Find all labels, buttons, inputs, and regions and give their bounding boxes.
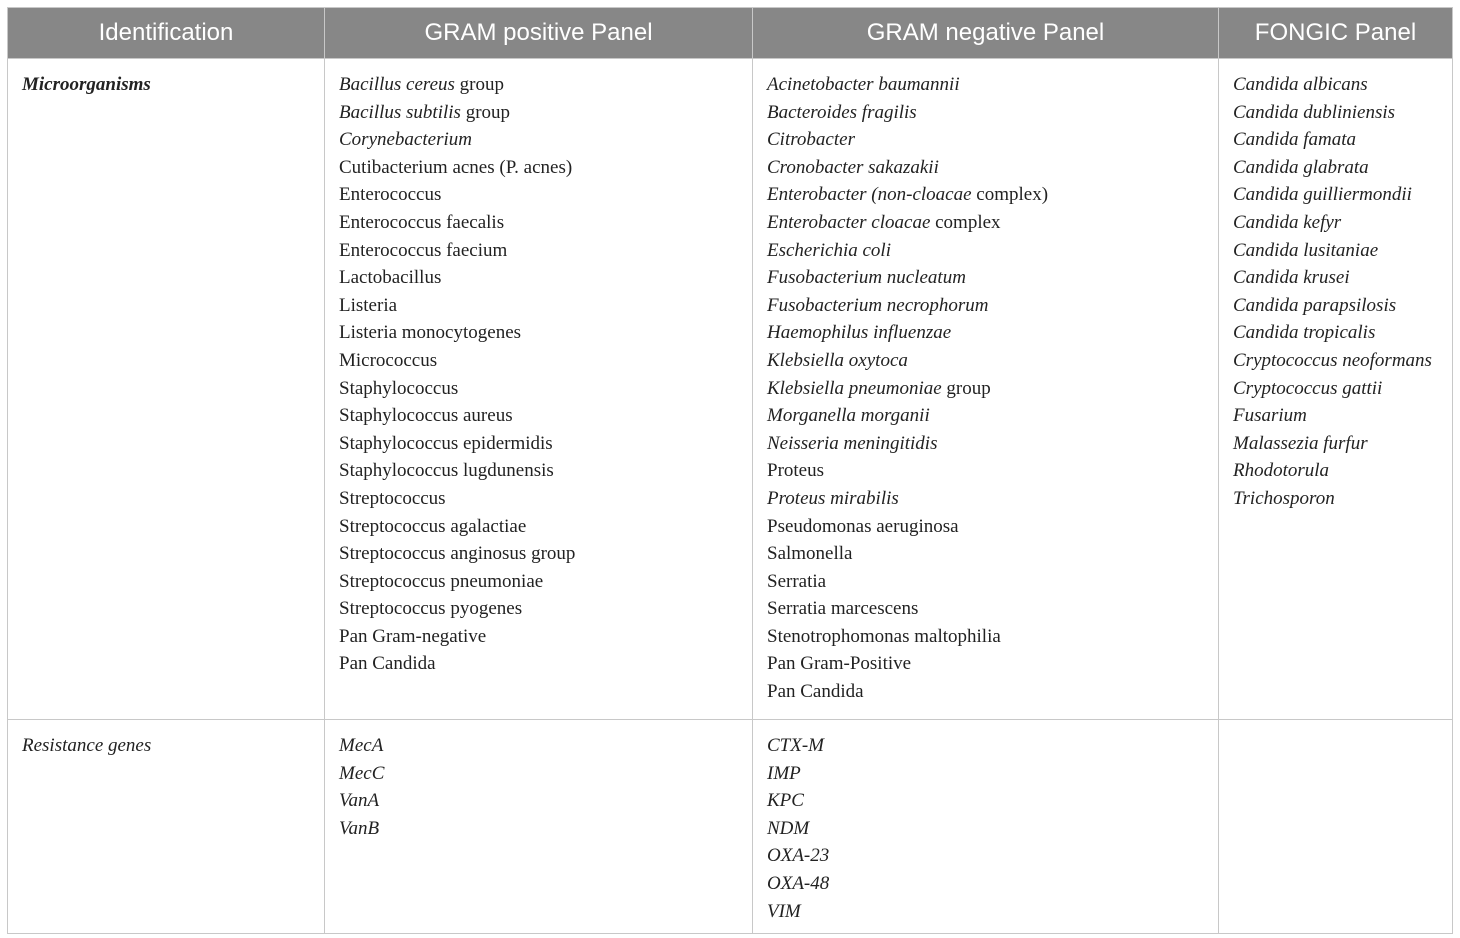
list-item <box>767 623 1204 651</box>
list-item-text: Streptococcus agalactiae <box>339 515 527 537</box>
list-item-text: Cronobacter sakazakii <box>767 156 939 178</box>
list-item <box>767 375 1204 403</box>
list-item <box>767 402 1204 430</box>
list-item-text: Candida lusitaniae <box>1233 239 1379 261</box>
list-item <box>767 457 1204 485</box>
list-item-text: MecC <box>339 762 385 784</box>
list-item-text: Pseudomonas aeruginosa <box>767 515 959 537</box>
list-item-text: Enterococcus faecalis <box>339 211 505 233</box>
list-item <box>339 264 738 292</box>
list-item-text: Streptococcus pyogenes <box>339 598 523 620</box>
list-item <box>767 787 1204 815</box>
list-item-text: Candida glabrata <box>1233 156 1369 178</box>
list-item-text: Citrobacter <box>767 129 855 151</box>
list-item-text: MecA <box>339 735 384 756</box>
list-item-text: Acinetobacter baumannii <box>767 74 960 95</box>
list-item-text: Pan Gram-Positive <box>767 653 912 675</box>
list-item-text: Salmonella <box>767 543 853 565</box>
list-item-text: Pan Candida <box>767 681 864 703</box>
list-item <box>339 540 738 568</box>
microorganisms-label-cell <box>8 59 325 720</box>
list-item-text: Malassezia furfur <box>1233 432 1368 454</box>
list-item-text: Candida albicans <box>1233 74 1368 95</box>
list-item-text: OXA-48 <box>767 872 830 894</box>
list-item <box>339 732 738 760</box>
microorganisms-row <box>8 59 1453 720</box>
list-item <box>1233 402 1438 430</box>
list-item-text: CTX-M <box>767 735 824 756</box>
list-item <box>339 760 738 788</box>
list-item-text: Candida famata <box>1233 129 1356 151</box>
list-item-text: Escherichia coli <box>767 239 891 261</box>
list-item <box>767 595 1204 623</box>
list-item-text: Streptococcus anginosus group <box>339 543 576 565</box>
list-item <box>339 319 738 347</box>
list-item <box>767 650 1204 678</box>
list-item <box>339 595 738 623</box>
list-item <box>1233 209 1438 237</box>
header-identification: Identification <box>8 8 325 59</box>
row-label: Microorganisms <box>22 74 151 95</box>
list-item-text: Serratia <box>767 570 827 592</box>
list-item <box>767 815 1204 843</box>
list-item-text: Rhodotorula <box>1233 460 1330 482</box>
list-item-text: Candida kefyr <box>1233 211 1342 233</box>
list-item-text: Bacillus subtilis <box>339 101 461 123</box>
list-item <box>767 209 1204 237</box>
list-item <box>767 513 1204 541</box>
list-item-text: Listeria monocytogenes <box>339 322 522 344</box>
list-item-text: Klebsiella oxytoca <box>767 349 908 371</box>
list-item-text: Cryptococcus gattii <box>1233 377 1383 399</box>
list-item-text: Enterococcus <box>339 184 442 206</box>
list-item <box>339 181 738 209</box>
fongic-resistance-cell <box>1219 720 1453 934</box>
list-item-text: VanA <box>339 790 380 812</box>
list-item <box>767 99 1204 127</box>
list-item-text: Streptococcus <box>339 487 446 509</box>
list-item <box>339 485 738 513</box>
list-item <box>767 126 1204 154</box>
list-item-text: Streptococcus pneumoniae <box>339 570 544 592</box>
list-item <box>767 870 1204 898</box>
header-gram-negative-panel: GRAM negative Panel <box>753 8 1219 59</box>
list-item <box>339 623 738 651</box>
gram-positive-resistance-cell <box>325 720 753 934</box>
list-item <box>339 430 738 458</box>
list-item-text: Candida dubliniensis <box>1233 101 1396 123</box>
list-item <box>767 71 1204 99</box>
list-item-text: Staphylococcus epidermidis <box>339 432 553 454</box>
list-item-text: Serratia marcescens <box>767 598 919 620</box>
gram-negative-resistance-cell <box>753 720 1219 934</box>
list-item-text: Fusobacterium nucleatum <box>767 267 966 289</box>
list-item-text: Candida krusei <box>1233 267 1350 289</box>
list-item-text: group <box>454 74 504 95</box>
list-item <box>1233 99 1438 127</box>
list-item <box>339 154 738 182</box>
list-item <box>767 732 1204 760</box>
list-item-text: Neisseria meningitidis <box>767 432 938 454</box>
list-item-text: group <box>460 101 511 123</box>
list-item <box>1233 430 1438 458</box>
header-fongic-panel: FONGIC Panel <box>1219 8 1453 59</box>
list-item-text: Bacteroides fragilis <box>767 101 917 123</box>
list-item-text: Morganella morganii <box>767 405 930 427</box>
list-item <box>1233 181 1438 209</box>
list-item-text: NDM <box>767 817 810 839</box>
list-item-text: Pan Candida <box>339 653 436 675</box>
list-item <box>339 126 738 154</box>
list-item-text: Fusarium <box>1233 405 1307 427</box>
list-item-text: Stenotrophomonas maltophilia <box>767 625 1001 647</box>
list-item <box>1233 126 1438 154</box>
header-row <box>8 8 1453 59</box>
list-item <box>339 99 738 127</box>
list-item <box>767 347 1204 375</box>
list-item-text: Enterococcus faecium <box>339 239 508 261</box>
list-item <box>339 375 738 403</box>
list-item <box>767 292 1204 320</box>
list-item <box>1233 319 1438 347</box>
list-item <box>1233 237 1438 265</box>
list-item-text: KPC <box>767 790 804 812</box>
list-item <box>339 568 738 596</box>
list-item-text: group <box>941 377 991 399</box>
list-item <box>1233 457 1438 485</box>
list-item-text: Trichosporon <box>1233 487 1335 509</box>
list-item-text: VIM <box>767 900 801 922</box>
list-item-text: Lactobacillus <box>339 267 442 289</box>
list-item-text: Corynebacterium <box>339 129 472 151</box>
list-item-text: Staphylococcus aureus <box>339 405 513 427</box>
list-item <box>767 181 1204 209</box>
list-item-text: Pan Gram-negative <box>339 625 487 647</box>
resistance-genes-label-cell <box>8 720 325 934</box>
list-item-text: Candida parapsilosis <box>1233 294 1397 316</box>
list-item-text: Listeria <box>339 294 398 316</box>
gram-negative-microorganisms-cell <box>753 59 1219 720</box>
list-item <box>767 485 1204 513</box>
list-item <box>339 347 738 375</box>
list-item <box>767 898 1204 926</box>
fongic-microorganisms-cell <box>1219 59 1453 720</box>
list-item-text: Micrococcus <box>339 349 438 371</box>
list-item-text: Klebsiella pneumoniae <box>767 377 942 399</box>
list-item-text: Candida tropicalis <box>1233 322 1376 344</box>
list-item <box>767 430 1204 458</box>
resistance-genes-row <box>8 720 1453 934</box>
list-item <box>339 457 738 485</box>
list-item-text: Cryptococcus neoformans <box>1233 349 1432 371</box>
list-item <box>339 209 738 237</box>
list-item-text: IMP <box>767 762 801 784</box>
list-item <box>1233 485 1438 513</box>
list-item <box>1233 347 1438 375</box>
list-item-text: Candida guilliermondii <box>1233 184 1412 206</box>
list-item <box>1233 154 1438 182</box>
list-item <box>767 678 1204 706</box>
list-item-text: Staphylococcus <box>339 377 459 399</box>
list-item <box>339 513 738 541</box>
list-item-text: complex) <box>971 184 1049 206</box>
list-item-text: Cutibacterium acnes (P. acnes) <box>339 156 573 178</box>
list-item-text: Bacillus cereus <box>339 74 455 95</box>
list-item-text: Enterobacter cloacae <box>767 211 931 233</box>
gram-positive-microorganisms-cell <box>325 59 753 720</box>
list-item-text: Fusobacterium necrophorum <box>767 294 989 316</box>
list-item <box>767 154 1204 182</box>
list-item <box>339 815 738 843</box>
list-item <box>339 237 738 265</box>
list-item-text: Haemophilus influenzae <box>767 322 952 344</box>
list-item-text: complex <box>930 211 1001 233</box>
list-item <box>767 760 1204 788</box>
list-item <box>1233 264 1438 292</box>
list-item <box>339 402 738 430</box>
list-item <box>339 787 738 815</box>
list-item <box>1233 292 1438 320</box>
list-item-text: Staphylococcus lugdunensis <box>339 460 554 482</box>
header-gram-positive-panel: GRAM positive Panel <box>325 8 753 59</box>
list-item <box>339 71 738 99</box>
list-item <box>1233 71 1438 99</box>
list-item <box>339 292 738 320</box>
list-item <box>767 237 1204 265</box>
list-item-text: OXA-23 <box>767 845 830 867</box>
list-item-text: Enterobacter (non-cloacae <box>767 184 972 206</box>
list-item-text: Proteus <box>767 460 824 482</box>
row-label: Resistance genes <box>22 735 152 756</box>
list-item <box>339 650 738 678</box>
list-item <box>767 568 1204 596</box>
list-item <box>767 264 1204 292</box>
list-item <box>767 540 1204 568</box>
list-item <box>1233 375 1438 403</box>
list-item <box>767 319 1204 347</box>
list-item <box>767 842 1204 870</box>
identification-table <box>7 7 1453 934</box>
list-item-text: VanB <box>339 817 380 839</box>
list-item-text: Proteus mirabilis <box>767 487 899 509</box>
